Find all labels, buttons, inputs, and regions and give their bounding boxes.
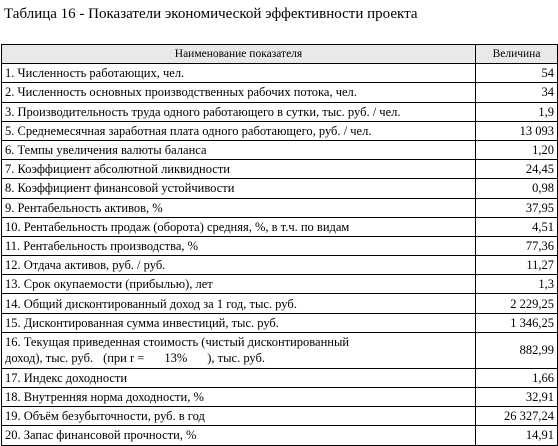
table-row (2, 256, 558, 275)
indicator-name: 10. Рентабельность продаж (оборота) средняя, %, в т.ч. по видам (2, 217, 476, 236)
indicator-value: 54 (476, 64, 558, 83)
header-name: Наименование показателя (2, 45, 476, 64)
indicator-value: 11,27 (476, 256, 558, 275)
table-title: Таблица 16 - Показатели экономической эффективности проекта (4, 6, 418, 22)
indicator-name: 11. Рентабельность производства, % (2, 236, 476, 255)
table-row (2, 368, 558, 387)
indicator-value: 1 346,25 (476, 313, 558, 332)
indicator-value: 77,36 (476, 236, 558, 255)
indicator-value: 32,91 (476, 388, 558, 407)
indicator-name: 15. Дисконтированная сумма инвестиций, тыс. руб. (2, 313, 476, 332)
header-row (2, 45, 558, 64)
indicator-value: 4,51 (476, 217, 558, 236)
indicator-name: 18. Внутренняя норма доходности, % (2, 388, 476, 407)
table-row (2, 140, 558, 159)
table-row (2, 294, 558, 313)
indicator-name: 13. Срок окупаемости (прибылью), лет (2, 275, 476, 294)
row16-line2d: ), тыс. руб. (207, 351, 265, 366)
indicator-name: 6. Темпы увеличения валюты баланса (2, 140, 476, 159)
indicator-name: 7. Коэффициент абсолютной ликвидности (2, 160, 476, 179)
indicator-value: 2 229,25 (476, 294, 558, 313)
indicator-value: 1,66 (476, 368, 558, 387)
table-row (2, 388, 558, 407)
indicator-value: 1,20 (476, 140, 558, 159)
row16-line1: 16. Текущая приведенная стоимость (чистый дисконтированный (5, 335, 350, 350)
row16-rate: 13% (164, 351, 188, 366)
indicator-name: 3. Производительность труда одного работающего в сутки, тыс. руб. / чел. (2, 102, 476, 121)
indicator-name: 19. Объём безубыточности, руб. в год (2, 407, 476, 426)
indicator-name: 9. Рентабельность активов, % (2, 198, 476, 217)
indicator-name: 20. Запас финансовой прочности, % (2, 426, 476, 445)
header-value: Величина (476, 45, 558, 64)
indicator-name: 1. Численность работающих, чел. (2, 64, 476, 83)
indicator-name: 14. Общий дисконтированный доход за 1 год, тыс. руб. (2, 294, 476, 313)
indicator-name (2, 332, 476, 368)
indicator-name: 2. Численность основных производственных рабочих потока, чел. (2, 83, 476, 102)
indicator-value: 882,99 (476, 332, 558, 368)
row16-line2b: (при r = (103, 351, 145, 366)
table-row (2, 313, 558, 332)
indicator-name: 12. Отдача активов, руб. / руб. (2, 256, 476, 275)
indicator-name: 8. Коэффициент финансовой устойчивости (2, 179, 476, 198)
indicator-value: 14,91 (476, 426, 558, 445)
table-row (2, 332, 558, 368)
table-row (2, 407, 558, 426)
table-row (2, 102, 558, 121)
efficiency-table (1, 44, 558, 446)
indicator-value: 0,98 (476, 179, 558, 198)
table-row (2, 64, 558, 83)
table-row (2, 121, 558, 140)
indicator-name: 17. Индекс доходности (2, 368, 476, 387)
indicator-value: 1,9 (476, 102, 558, 121)
row16-line2a: доход), тыс. руб. (5, 351, 94, 366)
table-row (2, 217, 558, 236)
indicator-name: 5. Среднемесячная заработная плата одного работающего, руб. / чел. (2, 121, 476, 140)
table-row (2, 160, 558, 179)
indicator-value: 26 327,24 (476, 407, 558, 426)
indicator-value: 37,95 (476, 198, 558, 217)
indicator-value: 1,3 (476, 275, 558, 294)
table-row (2, 179, 558, 198)
indicator-value: 34 (476, 83, 558, 102)
indicator-value: 13 093 (476, 121, 558, 140)
table-row (2, 426, 558, 445)
indicator-value: 24,45 (476, 160, 558, 179)
table-row (2, 198, 558, 217)
table-row (2, 275, 558, 294)
table-row (2, 83, 558, 102)
table-row (2, 236, 558, 255)
